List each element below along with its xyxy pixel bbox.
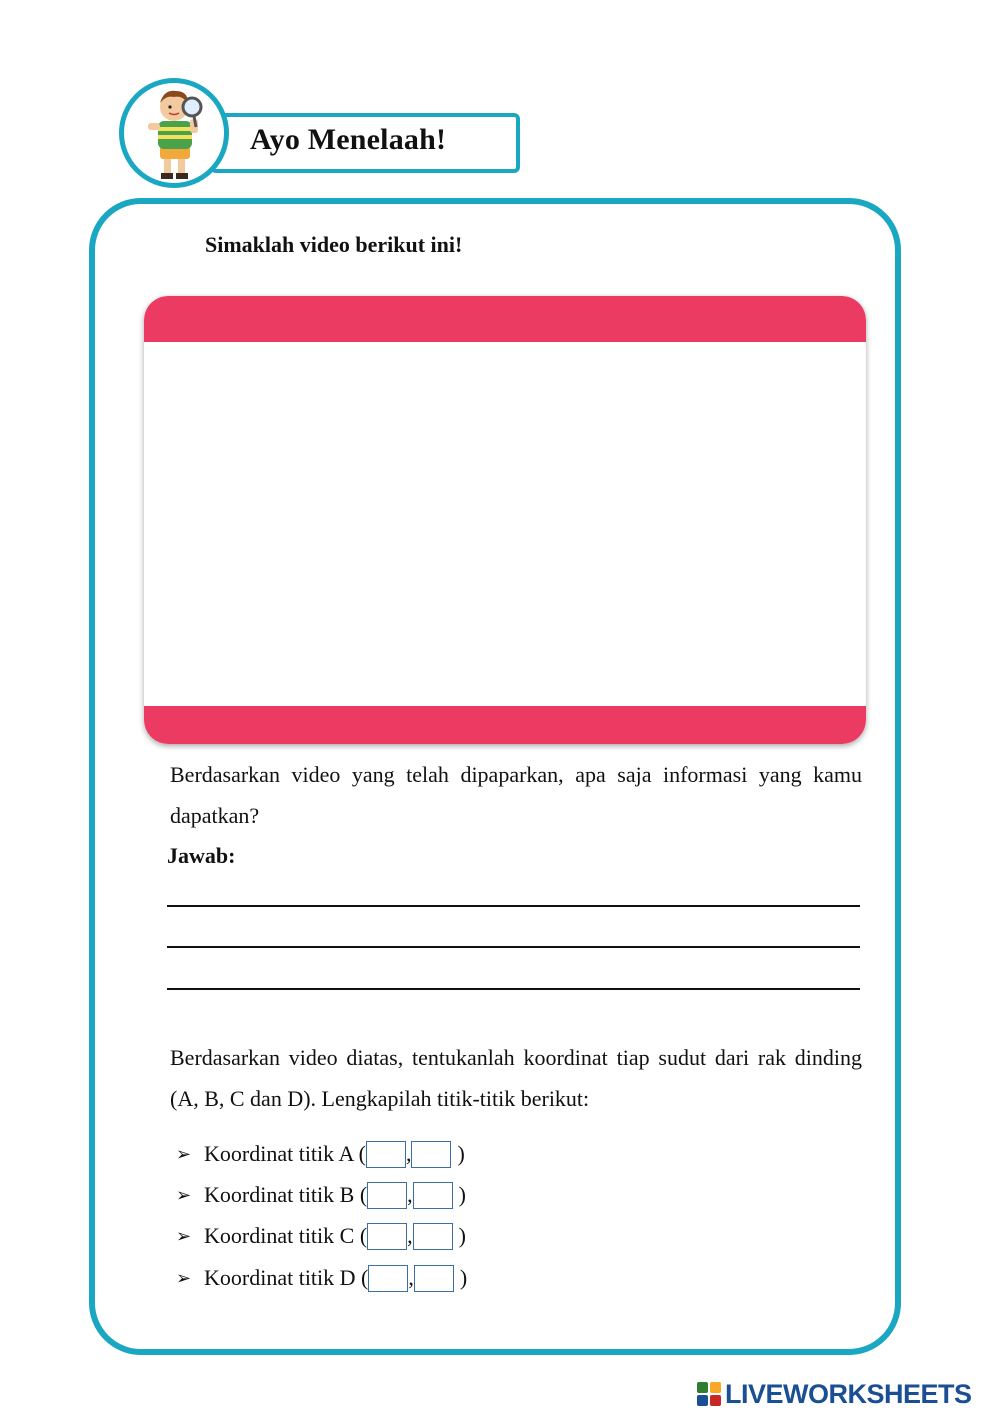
separator: ,: [407, 1182, 413, 1207]
coordinate-label: Koordinat titik A (: [204, 1141, 366, 1166]
x-input[interactable]: [367, 1182, 407, 1209]
answer-line[interactable]: [167, 905, 860, 907]
video-bottom-bar: [144, 706, 866, 744]
separator: ,: [405, 1141, 412, 1166]
video-area[interactable]: [144, 342, 866, 706]
coordinate-label: Koordinat titik C (: [204, 1223, 368, 1248]
coordinate-row-b: [176, 1179, 466, 1211]
answer-line[interactable]: [167, 946, 860, 948]
close-paren: ): [458, 1223, 466, 1248]
close-paren: ): [458, 1182, 466, 1207]
x-input[interactable]: [368, 1265, 408, 1292]
video-placeholder[interactable]: [144, 296, 866, 744]
close-paren: ): [457, 1141, 465, 1166]
coordinate-row-c: [176, 1220, 466, 1252]
page-title: Ayo Menelaah!: [250, 123, 447, 156]
close-paren: ): [459, 1265, 468, 1290]
separator: ,: [408, 1265, 414, 1290]
y-input[interactable]: [413, 1223, 453, 1250]
bullet-arrow-icon: ➢: [176, 1268, 192, 1288]
bullet-arrow-icon: ➢: [176, 1185, 192, 1205]
bullet-arrow-icon: ➢: [176, 1144, 192, 1164]
y-input[interactable]: [411, 1141, 451, 1168]
y-input[interactable]: [413, 1182, 453, 1209]
boy-with-magnifying-glass-icon: [124, 83, 224, 183]
instruction-text: Simaklah video berikut ini!: [205, 232, 463, 257]
brand-name: LIVEWORKSHEETS: [725, 1378, 972, 1409]
x-input[interactable]: [366, 1141, 406, 1168]
liveworksheets-logo-icon: [697, 1382, 721, 1406]
coordinate-row-d: [176, 1262, 467, 1294]
answer-line[interactable]: [167, 988, 860, 990]
footer-brand[interactable]: [697, 1378, 972, 1410]
y-input[interactable]: [414, 1265, 454, 1292]
coordinate-row-a: [176, 1138, 465, 1170]
coordinate-label: Koordinat titik D (: [204, 1265, 369, 1290]
video-top-bar: [144, 296, 866, 342]
x-input[interactable]: [367, 1223, 407, 1250]
coordinate-label: Koordinat titik B (: [204, 1182, 368, 1207]
separator: ,: [407, 1223, 413, 1248]
bullet-arrow-icon: ➢: [176, 1226, 192, 1246]
answer-label: Jawab:: [167, 843, 236, 868]
avatar: [119, 78, 229, 188]
question-1: Berdasarkan video yang telah dipaparkan, apa saja informasi yang kamu dapatkan?: [170, 762, 862, 828]
question-2: Berdasarkan video diatas, tentukanlah koordinat tiap sudut dari rak dinding (A, B, C dan D). Lengkapilah titik-titik berikut:: [170, 1045, 862, 1111]
